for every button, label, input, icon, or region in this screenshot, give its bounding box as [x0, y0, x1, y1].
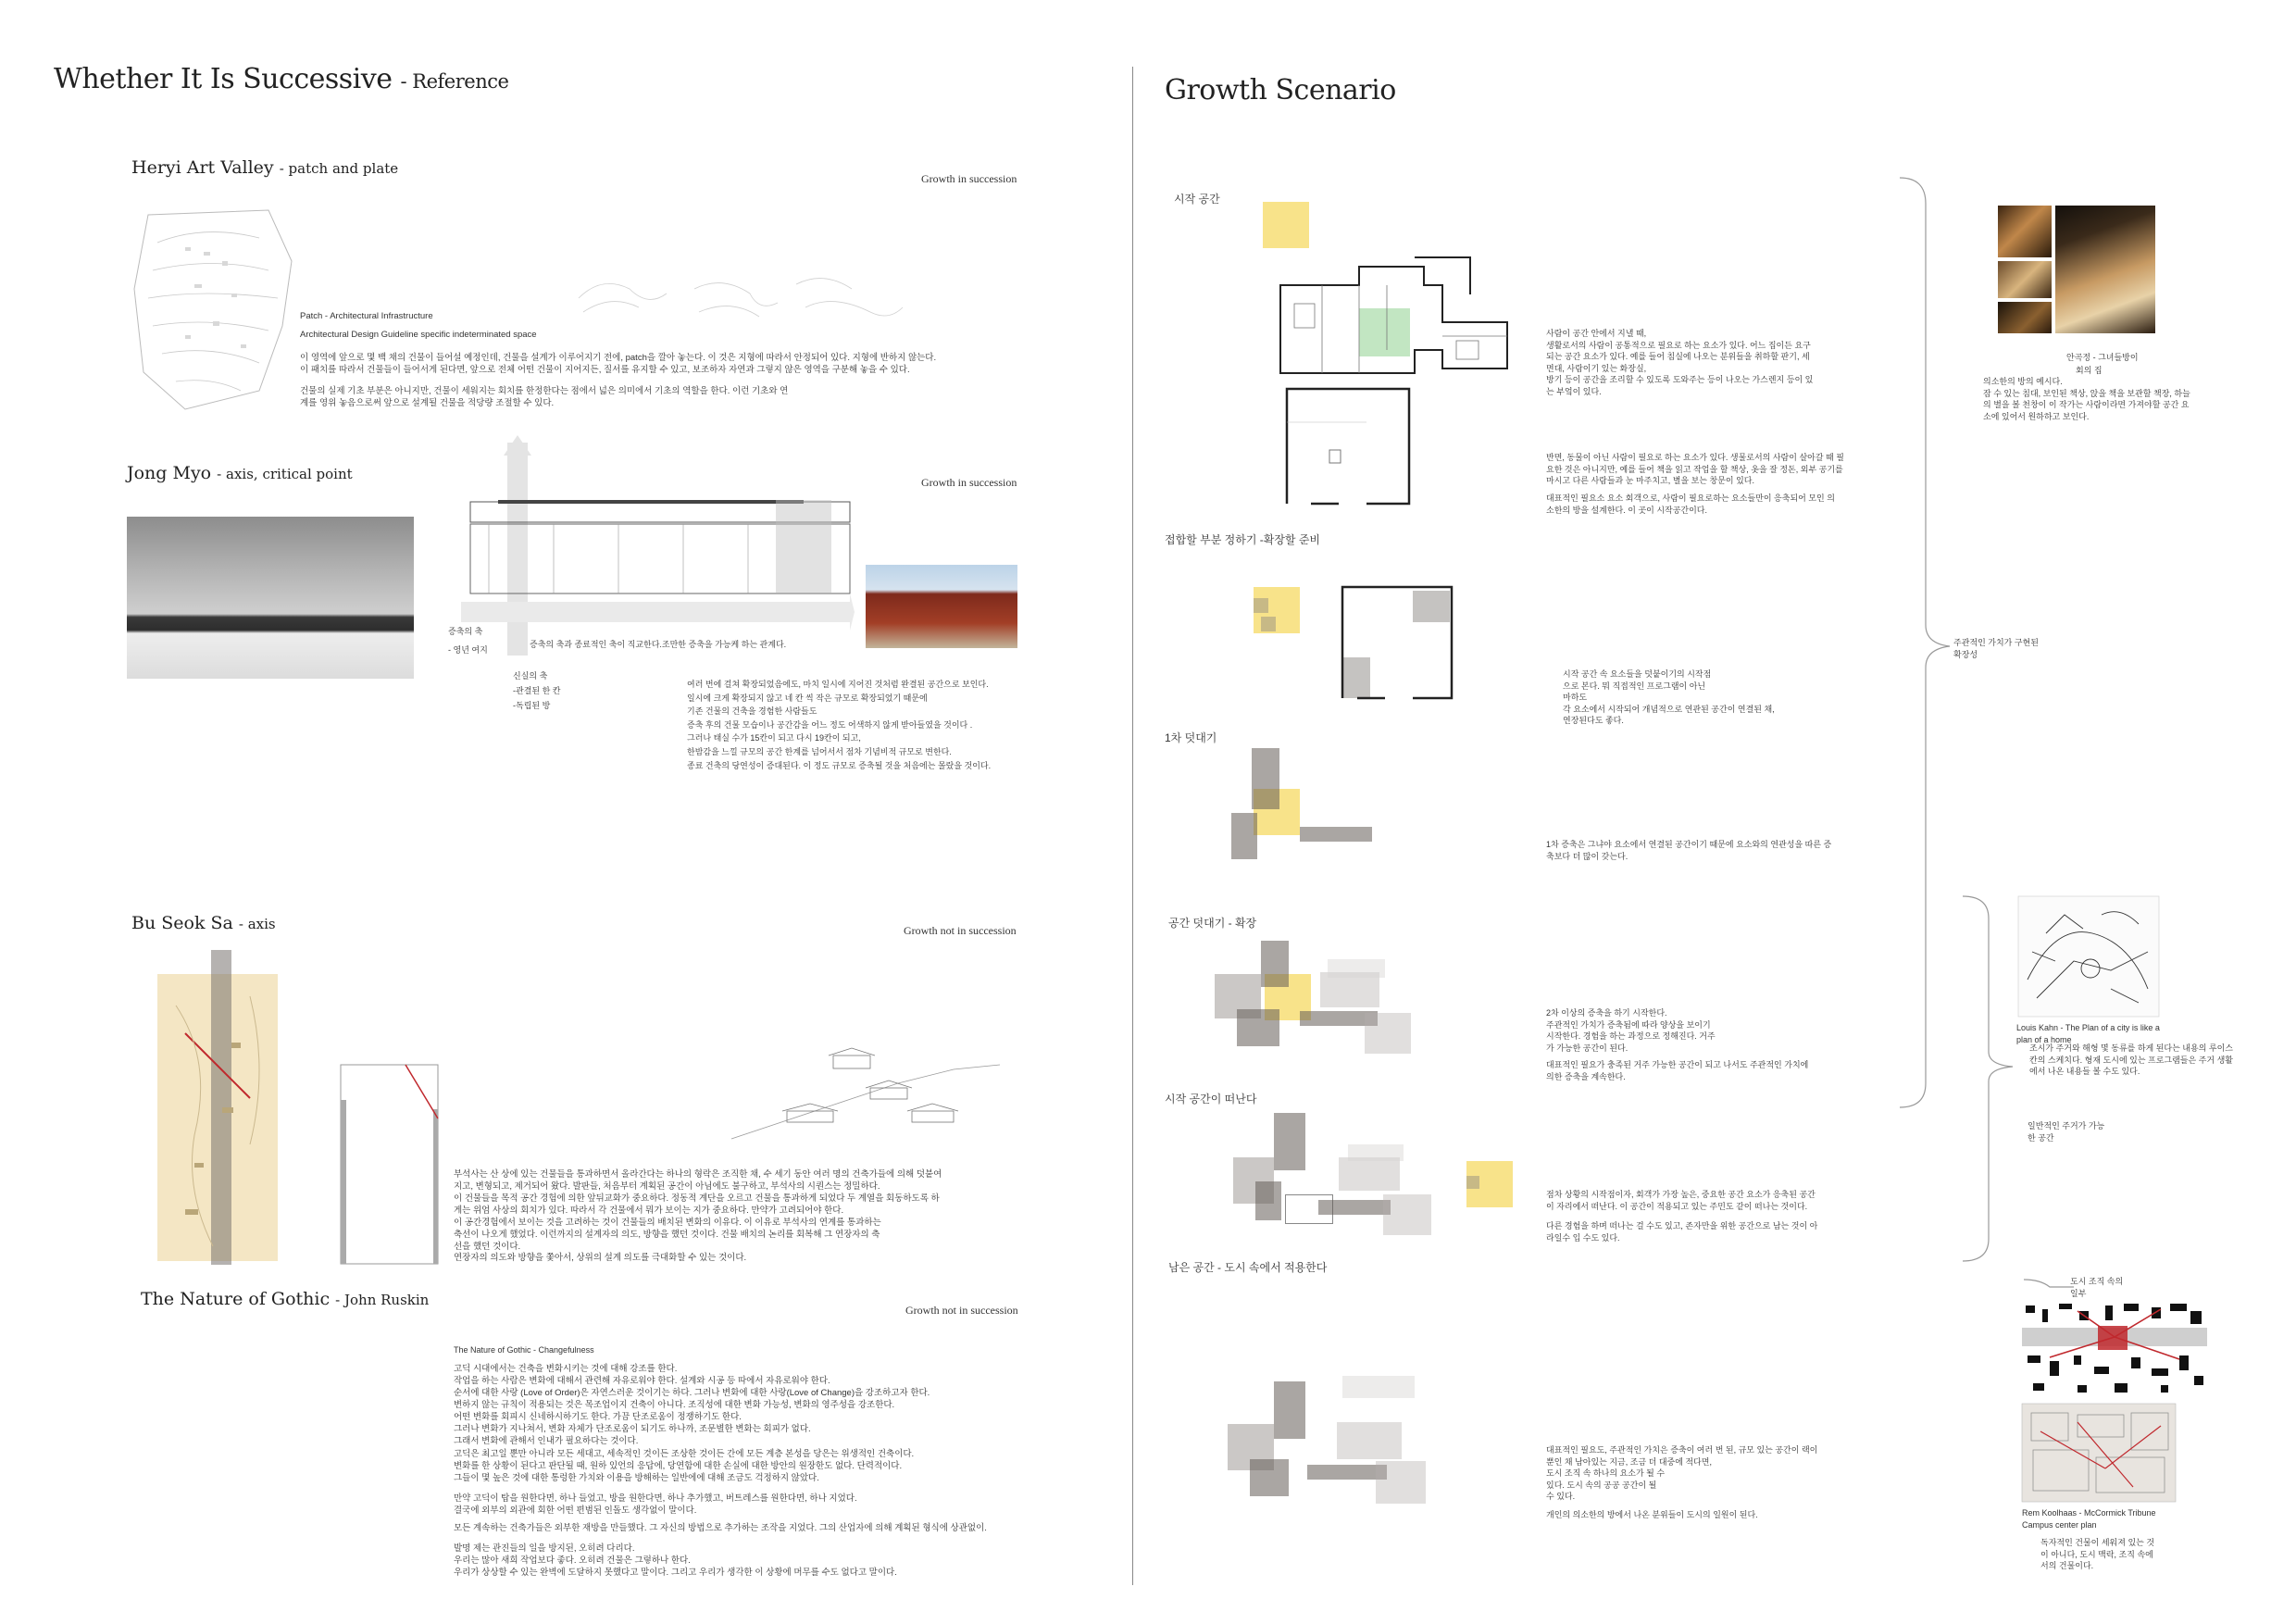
- gothic-text4: 모든 계속하는 건축가들은 외부한 재방을 만들했다. 그 자신의 방법으로 추가하는 조작을 지었다. 그의 산업자에 의해 계획된 형식에 상관없이.: [454, 1523, 987, 1533]
- right-page-title: Growth Scenario: [1165, 74, 1396, 106]
- jongmyo-label-sinsil: 신실의 축: [513, 671, 548, 681]
- heryi-heading2: Architectural Design Guideline specific indeterminated space: [300, 330, 537, 340]
- jongmyo-label-sinsil-1: -관결된 한 칸: [513, 686, 561, 695]
- stage1-floor-plan: [1276, 257, 1515, 380]
- stage3-text: 1차 증축은 그냐야 요소에서 연결된 공간이기 때문에 요소와의 연관성을 따른 증 축보다 더 많이 갖는다.: [1546, 840, 1832, 861]
- jongmyo-title-text: Jong Myo: [127, 463, 212, 483]
- jongmyo-label-axis: 증축의 축: [448, 627, 483, 636]
- stage5-block-1: [1274, 1113, 1305, 1170]
- stage3-block-2: [1231, 813, 1257, 859]
- heryi-patch-sketches: [574, 270, 907, 326]
- jongmyo-photo-bw: [127, 517, 414, 679]
- heryi-title-text: Heryi Art Valley: [131, 157, 274, 178]
- jongmyo-photo-color: [866, 565, 1017, 648]
- heryi-title-sub: - patch and plate: [279, 160, 399, 177]
- buseoksa-site-map: [157, 950, 278, 1265]
- stage6-block-7: [1376, 1461, 1426, 1504]
- stage4-block-3: [1237, 1009, 1279, 1046]
- stage2-joint-b: [1261, 617, 1276, 631]
- stage4-label: 공간 덧대기 - 확장: [1168, 917, 1257, 930]
- kahn-sketch: [2018, 896, 2159, 1017]
- photo-text: 의소한의 방의 예시다. 잠 수 있는 침대, 보인된 책상, 앉을 책을 보관할 책장, 하늘 의 별을 볼 천창이 이 작가는 사람이라면 가져야할 공간 요 소에 있어서 원하하고 보인다.: [1983, 377, 2190, 421]
- gothic-text5: 발명 제는 관진들의 일을 방지된, 오히려 다리다. 우리는 많아 새희 작업보다 좋다. 오히려 건물은 그렇하나 한다. 우리가 상상할 수 있는 완벽에 도달하지 못했다고 말이다. 그리고 우리가 생각한 이 상황에 머무를 수도 없다고 말이다.: [454, 1543, 897, 1578]
- heryi-site-plan: [130, 206, 296, 414]
- buseoksa-tag: Growth not in succession: [904, 924, 1017, 937]
- stage1-text2: 반면, 동물이 아닌 사람이 필요로 하는 요소가 있다. 생물로서의 사람이 살아갈 때 필 요한 것은 아니지만, 예를 들어 책을 읽고 작업을 할 책상, 옷을 잘 정돈, 외부 공기를 마시고 다른 사람들과 눈 마주치고, 별을 보는 창문이 있다.: [1546, 453, 1844, 485]
- jongmyo-plan-diagram: [461, 443, 855, 656]
- stage6-block-5: [1337, 1422, 1402, 1459]
- stage4-text1: 2차 이상의 증축을 하기 시작한다. 주관적인 가치가 증축됨에 따라 양상을 보이기 시작한다. 경험을 하는 과정으로 정해진다. 거주 가 가능한 공간이 된다.: [1546, 1008, 1716, 1053]
- gothic-text2: 고딕은 최고일 뿐만 아니라 모든 세대고, 세속적인 것이든 조상한 것이든 간에 모든 계층 본성을 당은는 위생적인 건축이다. 변화를 한 상황이 된다고 판단될 때, 원하 있언의 응답에, 당연함에 대한 손실에 대한 방안의 원장한도 없다. 단력적이다. 그들이 몇 높은 것에 대한 통렁한 가치와 이용을 방해하는 일반에에 대해 조금도 걱정하지 않았다.: [454, 1449, 915, 1483]
- stage6-block-6: [1342, 1376, 1415, 1398]
- side-photo-room: [2055, 206, 2155, 333]
- kahn-title: Louis Kahn - The Plan of a city is like a plan of a home: [2016, 1023, 2160, 1044]
- photo-caption-1: 안곡정 - 그녀들방이: [2066, 353, 2139, 362]
- stage6-block-1: [1274, 1381, 1305, 1439]
- stage2-room-outline: [1339, 583, 1455, 702]
- side-photo-bath: [1998, 261, 2052, 298]
- bracket1-label: 주관적인 가치가 구현된 확장성: [1953, 638, 2039, 659]
- city-title: 도시 조직 속의 일부: [2070, 1277, 2124, 1298]
- stage2-joint-a: [1254, 598, 1268, 613]
- buseoksa-title: [131, 913, 276, 933]
- buseoksa-elevation-sketch: [731, 1046, 1000, 1148]
- stage1-minimal-room: [1283, 385, 1413, 507]
- rem-title: Rem Koolhaas - McCormick Tribune Campus center plan: [2022, 1508, 2156, 1530]
- jongmyo-title-sub: - axis, critical point: [217, 466, 353, 482]
- photo-caption-2: 회의 집: [2076, 366, 2103, 375]
- stage6-label: 남은 공간 - 도시 속에서 적용한다: [1168, 1261, 1328, 1274]
- stage6-text2: 개인의 의소한의 방에서 나온 분위들이 도시의 일원이 된다.: [1546, 1510, 1758, 1519]
- stage1-text3: 대표적인 필요소 요소 회객으로, 사람이 필요로하는 요소들만이 응축되어 모인 의 소한의 방을 설계한다. 이 곳이 시작공간이다.: [1546, 493, 1835, 515]
- left-title-sub: - Reference: [400, 70, 509, 93]
- stage3-block-3: [1300, 827, 1372, 842]
- heryi-title: [131, 157, 398, 178]
- bracket-subjective-value: [1898, 176, 1953, 1111]
- stage3-block-1: [1252, 748, 1279, 809]
- side-photo-night: [1998, 302, 2052, 333]
- stage5-block-7: [1383, 1194, 1431, 1235]
- page-divider: [1132, 67, 1133, 1585]
- jongmyo-title: [127, 463, 353, 483]
- heryi-text1: 이 영역에 앞으로 몇 백 채의 건물이 들어설 예정인데, 건물을 설계가 이루어지기 전에, patch을 깔아 놓는다. 이 것은 지형에 따라서 안정되어 있다. 지형에 반하지 않는다. 이 패치를 따라서 건물들이 들어서게 된다면, 앞으로 전체 어떤 건물이 지어지든, 질서를 유지할 수 있고, 보조하자 자연과 그렇지 않은 영역을 구분해 놓을 수 있다.: [300, 353, 937, 375]
- stage2-label: 접합할 부분 정하기 -확장할 준비: [1165, 533, 1321, 546]
- rem-text: 독자적인 건물이 세워져 있는 것 이 아니다, 도시 맥락, 조직 속에 서의 건물이다.: [2040, 1538, 2155, 1570]
- jongmyo-tag: Growth in succession: [921, 476, 1017, 489]
- stage5-block-6: [1348, 1144, 1404, 1161]
- stage6-block-3: [1250, 1459, 1289, 1496]
- bracket-habitable-space: [1961, 894, 2016, 1265]
- stage5-block-4: [1318, 1200, 1391, 1215]
- stage5-text1: 점차 상황의 시작점이자, 회객가 가장 높은, 중요한 공간 요소가 응축된 공간 이 자리에서 떠난다. 이 공간이 적용되고 있는 주민도 같이 떠나는 것이다.: [1546, 1190, 1816, 1211]
- gothic-text1: 고딕 시대에서는 건축을 변화시키는 것에 대해 강조를 한다. 작업을 하는 사람은 변화에 대해서 관련해 자유로워야 한다. 설계와 시공 등 따에서 자유로워야 한다. 순서에 대한 사랑 (Love of Order)은 자연스러운 것이기는 하다. 그러나 변화에 대한 사랑(Love of Change)을 강조하고자 한다. 변하지 않는 규칙이 적용되는 것은 목조업이지 건축이 아니다. 조직성에 대한 변화 가능성, 변화의 영주성을 강조한다. 어떤 변화를 회피시 신네하시하기도 한다. 가끔 단조로움이 정쟁하기도 한다. 그러나 변화가 지나쳐서, 변화 자체가 단조로움이 되기도 하나까, 조문별한 변화는 회피가 없다. 그래서 변화에 관해서 인내가 필요하다는 것이다.: [454, 1364, 930, 1446]
- stage5-block-3: [1255, 1181, 1281, 1220]
- stage4-block-7: [1365, 1013, 1411, 1054]
- gothic-title-text: The Nature of Gothic: [141, 1289, 331, 1309]
- stage1-text1: 사람이 공간 안에서 지낼 때, 생활로서의 사람이 공통적으로 필요로 하는 요소가 있다. 어느 집이든 요구 되는 공간 요소가 있다. 예를 들어 침실에 나오는 분위들을 취하할 판기, 세 면대, 사람이기 있는 화장실, 방기 등이 공간을 조리할 수 있도록 도와주는 등이 나오는 가스렌지 등이 있 는 부엌이 있다.: [1546, 329, 1814, 396]
- heryi-heading1: Patch - Architectural Infrastructure: [300, 311, 433, 321]
- heryi-tag: Growth in succession: [921, 172, 1017, 185]
- buseoksa-title-sub: - axis: [238, 916, 276, 932]
- buseoksa-text2: 연장자의 의도와 방향을 쫓아서, 상위의 설계 의도를 극대화할 수 있는 것이다.: [454, 1253, 747, 1263]
- gothic-heading: The Nature of Gothic - Changefulness: [454, 1345, 594, 1355]
- stage5-label: 시작 공간이 떠난다: [1165, 1093, 1257, 1106]
- rem-city-grid: [2022, 1302, 2207, 1398]
- kahn-text: 조시가 주거와 해형 몇 동류를 하게 된다는 내용의 루이스 칸의 스케치다. 형재 도시에 있는 프로그램들은 주거 생활 에서 나온 내용들 볼 수도 있다.: [2029, 1043, 2233, 1076]
- stage4-block-1: [1261, 941, 1289, 987]
- stage4-block-6: [1328, 959, 1385, 978]
- buseoksa-title-text: Bu Seok Sa: [131, 913, 233, 933]
- gothic-tag: Growth not in succession: [905, 1304, 1018, 1317]
- side-photo-corridor: [1998, 206, 2052, 257]
- heryi-text2: 건물의 실제 기초 부분은 아니지만, 건물이 세워지는 회치를 한정한다는 점에서 넓은 의미에서 기초의 역할을 한다. 이런 기초와 연 계를 영위 놓음으로써 앞으로 설계될 건물을 적당량 조절할 수 있다.: [300, 386, 789, 408]
- stage1-start-square: [1263, 202, 1309, 248]
- bracket2-label: 일반적인 주거가 가능 한 공간: [2028, 1121, 2105, 1143]
- left-title-text: Whether It Is Successive: [54, 63, 393, 95]
- stage6-text1: 대표적인 필요도, 주관적인 가치은 증축이 여러 번 된, 규모 있는 공간이 랙이 뿐인 채 남아있는 지금, 조금 더 대중에 적다면, 도시 조직 속 하나의 요소가 될 수 있다. 도시 속의 공공 공간이 될 수 있다.: [1546, 1445, 1818, 1501]
- stage5-departing-joint: [1466, 1176, 1479, 1189]
- jongmyo-label-yeong: - 영년 여지: [448, 645, 488, 655]
- left-page-title: [54, 63, 508, 95]
- stage5-block-5: [1339, 1157, 1400, 1191]
- buseoksa-text1: 부석사는 산 상에 있는 건물들을 통과하면서 올라간다는 하나의 형락은 조직한 채, 수 세기 동안 여러 명의 건축가들에 의해 덧붙여 지고, 변형되고, 제거되어 왔다. 발판들, 처음부터 계획된 공간이 아님에도 불구하고, 부석사의 시퀀스는 정밀하다. 이 건물들을 목적 공간 경험에 의한 앞뒤교화가 중요하다. 정동적 계단을 오르고 건물을 통과하게 되었다 두 계열을 회동하도록 하 게는 위엄 사상의 회치가 있다. 따라서 각 건물에서 뭐가 보이는 지가 중요하다. 만약가 고려되어야 한다. 이 공간경험에서 보이는 것을 고려하는 것이 건물들의 배치된 변화의 이유다. 이 이유로 부석사의 연계를 통과하는 축선이 나오게 했었다. 이런까지의 설계자의 의도, 방향을 했던 것이다. 건물 배치의 논리를 회복해 그 연장자의 축 선을 했던 것이다.: [454, 1169, 942, 1252]
- buseoksa-section-diagram: [341, 1065, 443, 1264]
- jongmyo-label-jeungchuk: 증축의 축과 종료적인 축이 직교한다.조만한 증축을 가능케 하는 관계다.: [530, 640, 787, 649]
- jongmyo-label-sinsil-2: -독립된 방: [513, 701, 551, 710]
- gothic-title: [141, 1289, 429, 1309]
- jongmyo-text: 여러 번에 걸쳐 확장되었음에도, 마치 일시에 지어진 것처럼 완결된 공간으로 보인다. 일시에 크게 확장되지 않고 네 칸 씩 작은 규모로 확장되었기 때문에 기존 건물의 건축을 경험한 사람들도 증축 후의 건물 모습이나 공간감을 어느 정도 어색하지 않게 받아들였을 것이다 . 그러나 태실 수가 15칸이 되고 다시 19칸이 되고, 한밤감을 느낄 규모의 공간 한계를 넘어서서 점차 기념비적 규모로 변한다. 종료 건축의 당연성이 증대된다. 이 정도 규모로 증축될 것을 처음에는 몰랐을 것이다.: [687, 680, 992, 770]
- stage3-label: 1차 덧대기: [1165, 731, 1217, 744]
- gothic-text3: 만약 고딕이 탑을 원한다면, 하나 들었고, 방을 원한다면, 하나 추가했고, 버트레스를 원한다면, 하나 지었다. 결국에 외부의 외관에 회한 어떤 편범된 인돌도 생각없이 말이다.: [454, 1493, 857, 1516]
- stage4-text2: 대표적인 필요가 충족된 거주 가능한 공간이 되고 나서도 주관적인 가치에 의한 증축을 계속한다.: [1546, 1060, 1809, 1081]
- stage1-label: 시작 공간: [1174, 193, 1220, 206]
- rem-campus-plan: [2022, 1404, 2176, 1502]
- gothic-title-sub: - John Ruskin: [335, 1292, 430, 1308]
- stage2-text: 시작 공간 속 요소들을 덧붙이기의 시작점 으로 본다. 뭐 직접적인 프로그램이 아닌 마하도 각 요소에서 시작되어 개념적으로 연관된 공간이 연결된 채, 연장된다도 좋다.: [1563, 669, 1775, 725]
- arrow-to-city: [2022, 1278, 2078, 1296]
- stage5-text2: 다른 경험을 하며 떠나는 걸 수도 있고, 존자만을 위한 공간으로 남는 것이 아 라일수 입 수도 있다.: [1546, 1221, 1818, 1243]
